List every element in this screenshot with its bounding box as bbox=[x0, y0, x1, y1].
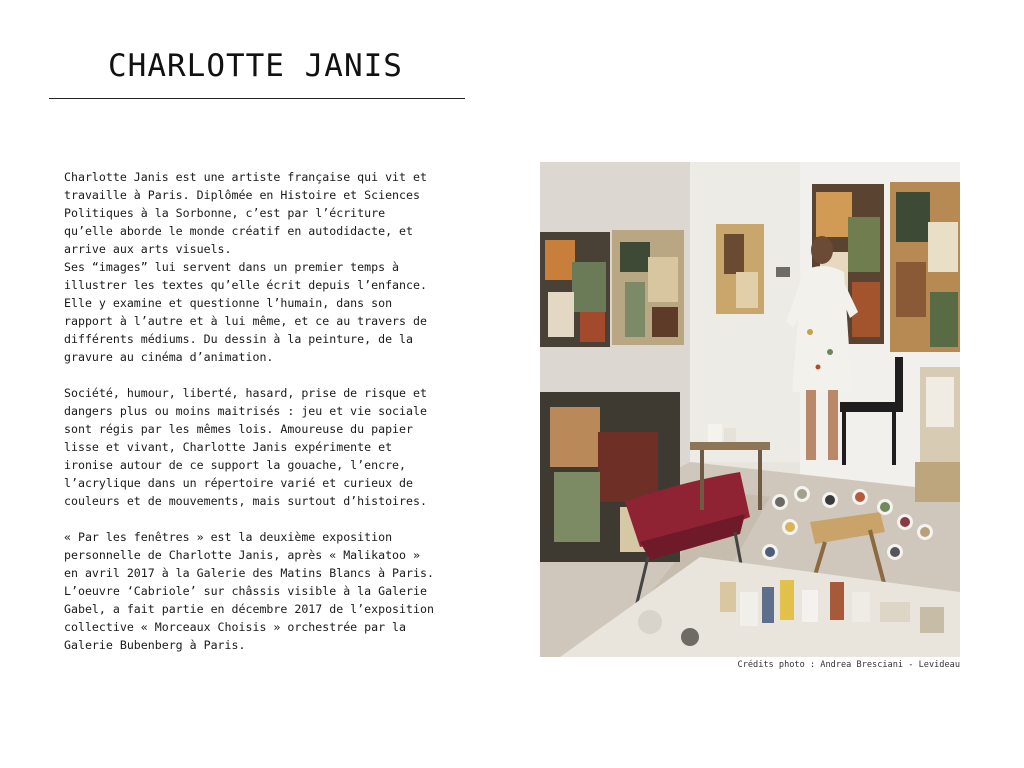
bio-paragraph-2: Société, humour, liberté, hasard, prise de risque et dangers plus ou moins maitrisés : jeu et vie sociale sont régis par les mêmes lois. Amoureuse du papier lisse et vivant, Charlotte Janis expérimente et ironise autour de ce support la gouache, l’encre, l’acrylique dans un répertoire varié et curieux de couleurs et de mouvements, mais surtout d’histoires. bbox=[64, 386, 427, 508]
painting-left-2 bbox=[612, 230, 684, 345]
artist-biography bbox=[64, 168, 464, 654]
studio-photo bbox=[540, 162, 960, 657]
painting-right-2 bbox=[890, 182, 960, 352]
title-underline bbox=[49, 98, 465, 99]
bio-paragraph-1: Charlotte Janis est une artiste française qui vit et travaille à Paris. Diplômée en Histoire et Sciences Politiques à la Sorbonne, c’est par l’écriture qu’elle aborde le monde créatif en autodidacte, et arrive aux arts visuels. Ses “images” lui servent dans un premier temps à illustrer les textes qu’elle écrit depuis l’enfance. Elle y examine et questionne l’humain, dans son rapport à l’autre et à lui même, et ce au travers de différents médiums. Du dessin à la peinture, de la gravure au cinéma d’animation. bbox=[64, 170, 427, 364]
painting-left-1 bbox=[540, 232, 610, 347]
photo-credit: Crédits photo : Andrea Bresciani - Levideau bbox=[737, 660, 960, 670]
bio-paragraph-3: « Par les fenêtres » est la deuxième exposition personnelle de Charlotte Janis, après « Malikatoo » en avril 2017 à la Galerie des Matins Blancs à Paris. L’oeuvre ‘Cabriole’ sur châssis visible à la Galerie Gabel, a fait partie en décembre 2017 de l’exposition collective « Morceaux Choisis » orchestrée par la Galerie Bubenberg à Paris. bbox=[64, 530, 434, 652]
page-title: CHARLOTTE JANIS bbox=[108, 48, 403, 84]
painting-small bbox=[716, 224, 764, 314]
